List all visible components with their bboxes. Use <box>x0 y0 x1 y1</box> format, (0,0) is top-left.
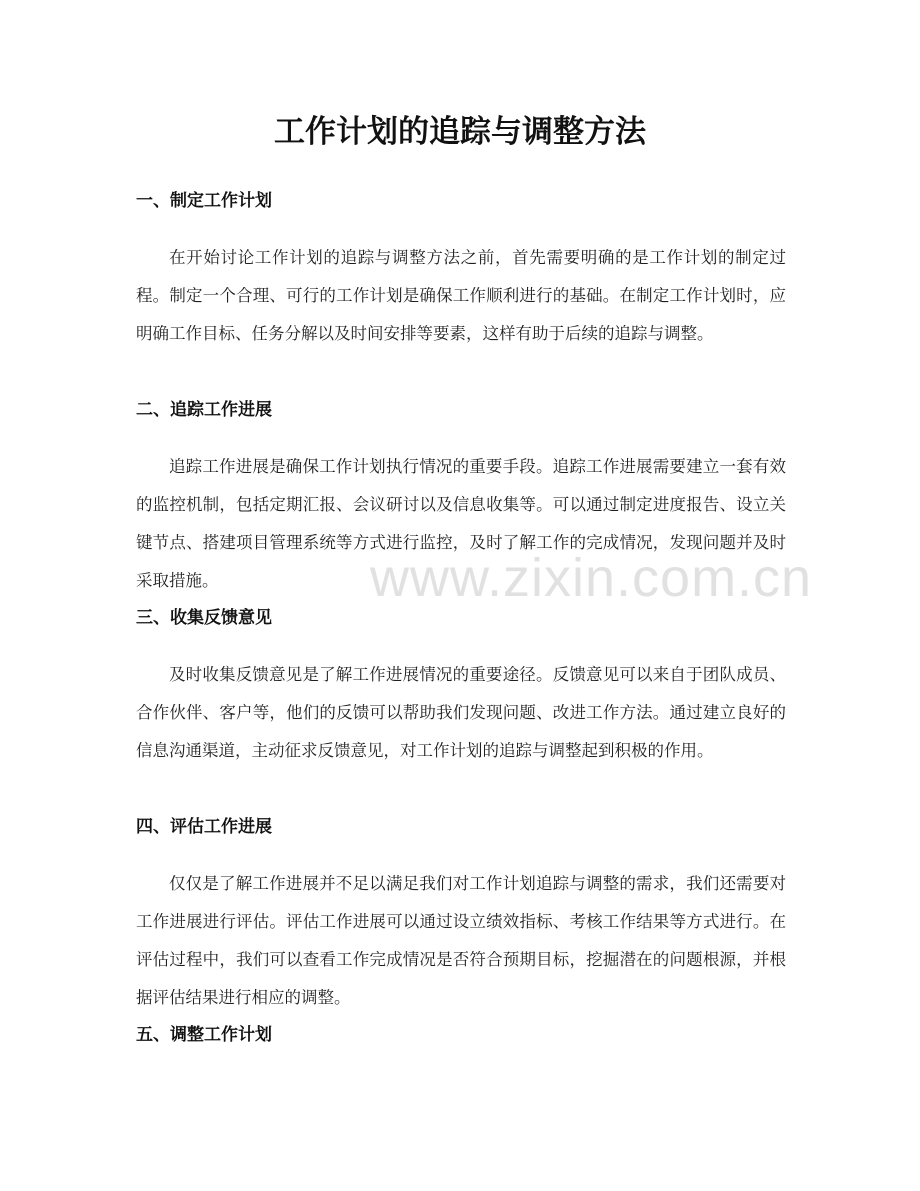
section-1 <box>136 187 786 353</box>
document-title: 工作计划的追踪与调整方法 <box>274 114 646 150</box>
section-3 <box>136 604 786 770</box>
section-heading: 一、制定工作计划 <box>136 191 272 211</box>
section-heading: 三、收集反馈意见 <box>136 608 272 628</box>
section-heading: 四、评估工作进展 <box>136 817 272 837</box>
section-paragraph: 仅仅是了解工作进展并不足以满足我们对工作计划追踪与调整的需求，我们还需要对工作进展进行评估。评估工作进展可以通过设立绩效指标、考核工作结果等方式进行。在评估过程中，我们可以查看工作完成情况是否符合预期目标，挖掘潜在的问题根源，并根据评估结果进行相应的调整。 <box>136 874 786 1007</box>
section-paragraph: 在开始讨论工作计划的追踪与调整方法之前，首先需要明确的是工作计划的制定过程。制定一个合理、可行的工作计划是确保工作顺利进行的基础。在制定工作计划时，应明确工作目标、任务分解以及时间安排等要素，这样有助于后续的追踪与调整。 <box>136 248 786 343</box>
section-heading: 二、追踪工作进展 <box>136 400 272 420</box>
section-2 <box>136 396 786 600</box>
section-heading: 五、调整工作计划 <box>136 1025 272 1045</box>
section-4 <box>136 813 786 1017</box>
section-5 <box>136 1021 786 1049</box>
watermark: www.zixin.com.cn <box>370 548 813 608</box>
section-paragraph: 追踪工作进展是确保工作计划执行情况的重要手段。追踪工作进展需要建立一套有效的监控机制，包括定期汇报、会议研讨以及信息收集等。可以通过制定进度报告、设立关键节点、搭建项目管理系统等方式进行监控，及时了解工作的完成情况，发现问题并及时采取措施。 <box>136 457 786 590</box>
section-paragraph: 及时收集反馈意见是了解工作进展情况的重要途径。反馈意见可以来自于团队成员、合作伙伴、客户等，他们的反馈可以帮助我们发现问题、改进工作方法。通过建立良好的信息沟通渠道，主动征求反馈意见，对工作计划的追踪与调整起到积极的作用。 <box>136 665 786 760</box>
